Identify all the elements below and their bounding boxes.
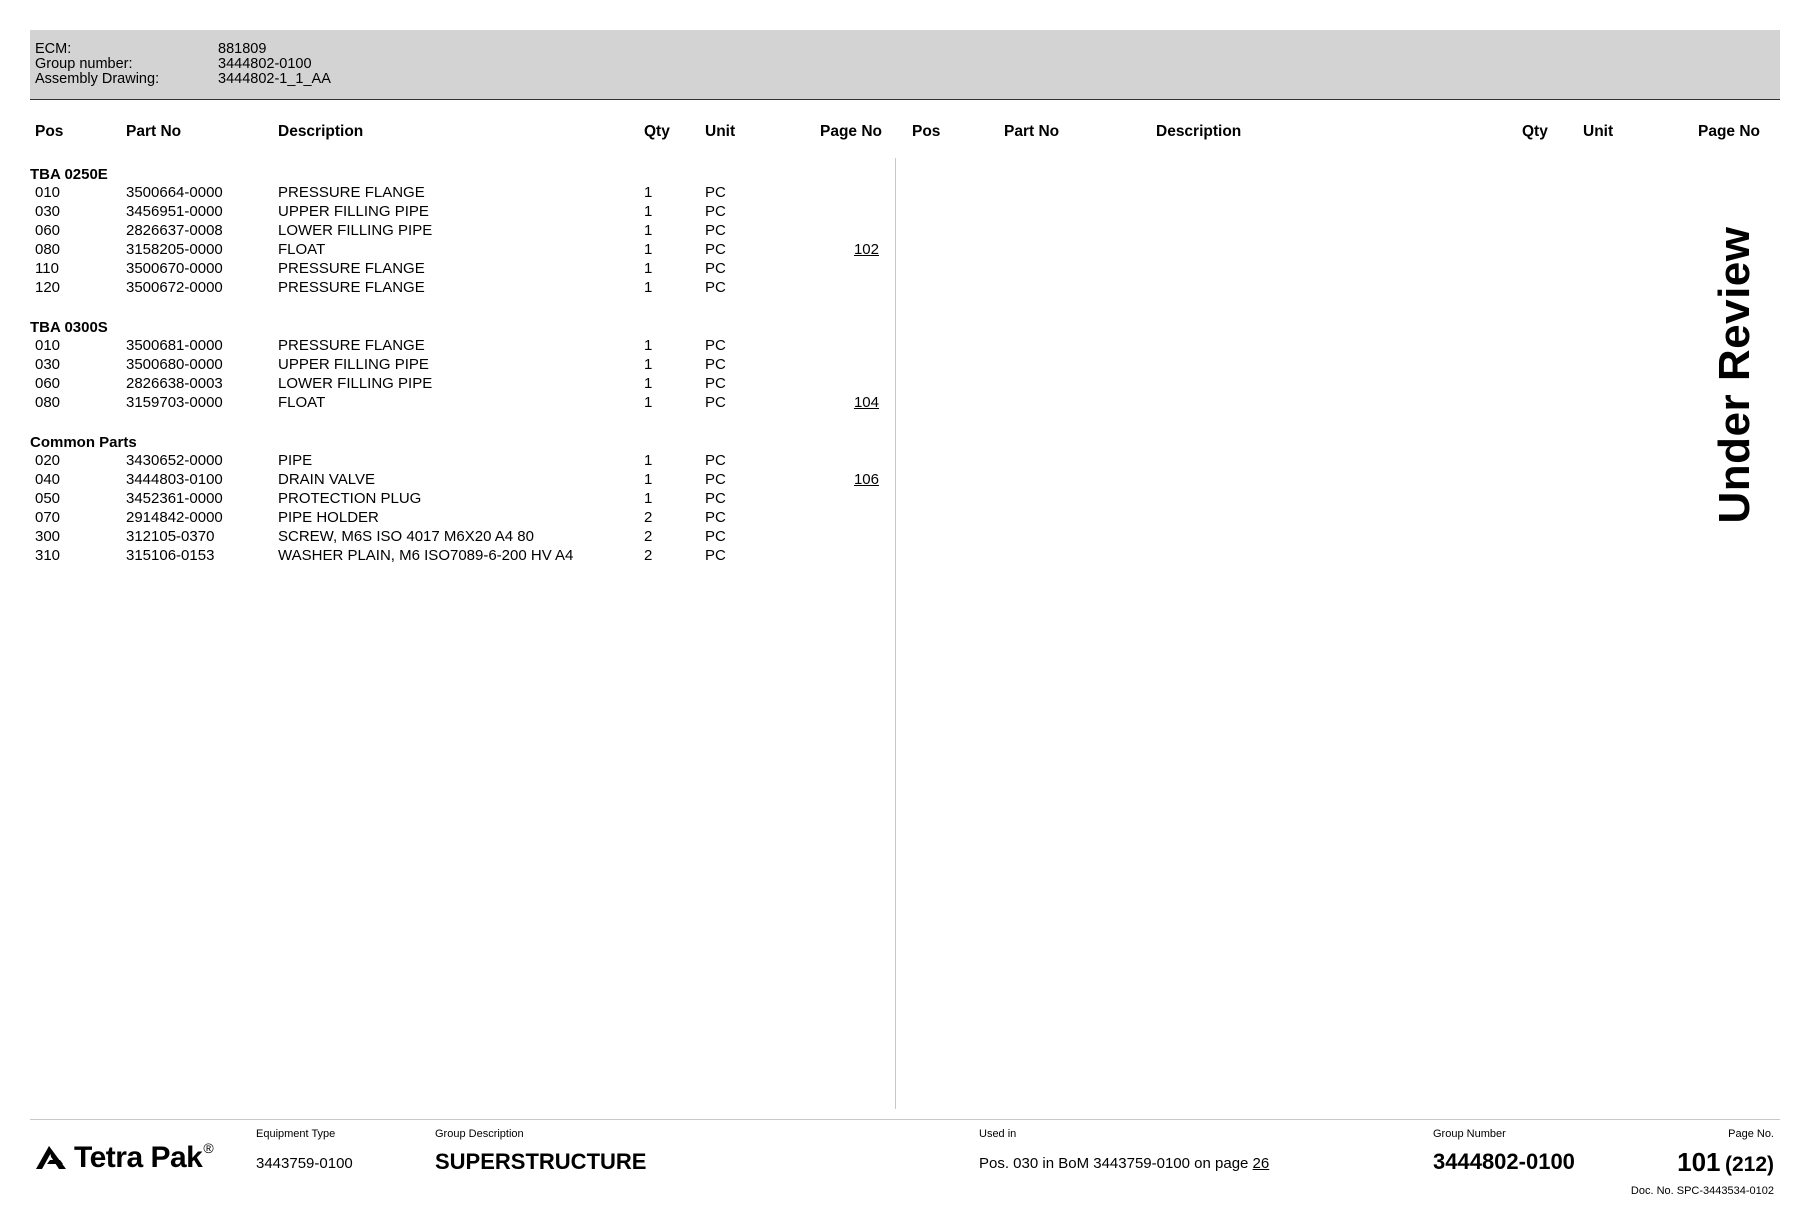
ecm-value: 881809 bbox=[218, 41, 267, 57]
table-row bbox=[0, 490, 900, 509]
header-band bbox=[30, 30, 1780, 100]
col-header-pos: Pos bbox=[35, 123, 64, 140]
row-description: SCREW, M6S ISO 4017 M6X20 A4 80 bbox=[278, 528, 534, 545]
row-pos: 080 bbox=[35, 241, 61, 258]
row-description: LOWER FILLING PIPE bbox=[278, 222, 433, 239]
row-unit: PC bbox=[705, 394, 726, 411]
used-in-label: Used in bbox=[979, 1128, 1017, 1140]
row-qty: 1 bbox=[644, 471, 653, 488]
table-row bbox=[0, 509, 900, 528]
row-unit: PC bbox=[705, 547, 726, 564]
section-title-common-parts: Common Parts bbox=[30, 434, 137, 451]
logo-text: Tetra Pak® bbox=[74, 1139, 214, 1174]
row-unit: PC bbox=[705, 490, 726, 507]
row-unit: PC bbox=[705, 222, 726, 239]
table-row bbox=[0, 241, 900, 260]
row-part-no: 3444803-0100 bbox=[126, 471, 223, 488]
row-description: PRESSURE FLANGE bbox=[278, 184, 425, 201]
under-review-watermark: Under Review bbox=[1710, 226, 1759, 524]
row-part-no: 2914842-0000 bbox=[126, 509, 223, 526]
row-qty: 1 bbox=[644, 184, 653, 201]
table-row bbox=[0, 203, 900, 222]
tetra-pak-logo bbox=[34, 1140, 213, 1174]
row-description: PRESSURE FLANGE bbox=[278, 279, 425, 296]
row-pos: 010 bbox=[35, 337, 61, 354]
row-unit: PC bbox=[705, 528, 726, 545]
ecm-label: ECM: bbox=[35, 41, 72, 57]
table-row bbox=[0, 337, 900, 356]
row-pos: 010 bbox=[35, 184, 61, 201]
row-qty: 1 bbox=[644, 452, 653, 469]
row-part-no: 2826637-0008 bbox=[126, 222, 223, 239]
row-description: UPPER FILLING PIPE bbox=[278, 203, 429, 220]
row-part-no: 312105-0370 bbox=[126, 528, 215, 545]
row-qty: 1 bbox=[644, 356, 653, 373]
table-row bbox=[0, 394, 900, 413]
row-unit: PC bbox=[705, 279, 726, 296]
row-qty: 1 bbox=[644, 375, 653, 392]
table-row bbox=[0, 375, 900, 394]
group-number-value: 3444802-0100 bbox=[218, 56, 312, 72]
row-pos: 120 bbox=[35, 279, 61, 296]
row-description: DRAIN VALVE bbox=[278, 471, 375, 488]
row-qty: 2 bbox=[644, 509, 653, 526]
row-unit: PC bbox=[705, 241, 726, 258]
tetra-pak-logo-icon bbox=[34, 1143, 68, 1171]
row-unit: PC bbox=[705, 375, 726, 392]
table-row bbox=[0, 184, 900, 203]
group-description-value: SUPERSTRUCTURE bbox=[435, 1149, 647, 1174]
col-header-qty-right: Qty bbox=[1522, 123, 1548, 140]
col-header-description: Description bbox=[278, 123, 364, 140]
row-part-no: 3500670-0000 bbox=[126, 260, 223, 277]
row-pos: 050 bbox=[35, 490, 61, 507]
row-unit: PC bbox=[705, 260, 726, 277]
row-qty: 1 bbox=[644, 260, 653, 277]
row-description: LOWER FILLING PIPE bbox=[278, 375, 433, 392]
row-pos: 060 bbox=[35, 375, 61, 392]
row-description: PIPE HOLDER bbox=[278, 509, 379, 526]
row-unit: PC bbox=[705, 471, 726, 488]
row-pos: 070 bbox=[35, 509, 61, 526]
group-number-footer-value: 3444802-0100 bbox=[1433, 1149, 1575, 1174]
row-description: PIPE bbox=[278, 452, 313, 469]
page-total: (212) bbox=[1724, 1153, 1774, 1176]
row-unit: PC bbox=[705, 509, 726, 526]
equipment-type-value: 3443759-0100 bbox=[256, 1155, 353, 1172]
col-header-pos-right: Pos bbox=[912, 123, 941, 140]
col-header-part-no: Part No bbox=[126, 123, 182, 140]
row-qty: 1 bbox=[644, 222, 653, 239]
table-row bbox=[0, 452, 900, 471]
row-qty: 2 bbox=[644, 528, 653, 545]
row-part-no: 3500664-0000 bbox=[126, 184, 223, 201]
row-pos: 040 bbox=[35, 471, 61, 488]
row-part-no: 3500680-0000 bbox=[126, 356, 223, 373]
row-pos: 300 bbox=[35, 528, 61, 545]
doc-number: Doc. No. SPC-3443534-0102 bbox=[1630, 1185, 1774, 1197]
section-title-tba-0250e: TBA 0250E bbox=[30, 166, 108, 183]
row-part-no: 3500681-0000 bbox=[126, 337, 223, 354]
table-row bbox=[0, 260, 900, 279]
col-header-description-right: Description bbox=[1156, 123, 1242, 140]
row-qty: 1 bbox=[644, 394, 653, 411]
group-number-footer-label: Group Number bbox=[1433, 1128, 1506, 1140]
page-no-label: Page No. bbox=[1728, 1128, 1774, 1140]
row-qty: 2 bbox=[644, 547, 653, 564]
row-qty: 1 bbox=[644, 241, 653, 258]
group-description-label: Group Description bbox=[435, 1128, 524, 1140]
col-header-part-no-right: Part No bbox=[1004, 123, 1060, 140]
col-header-page-no-right: Page No bbox=[1698, 123, 1761, 140]
row-unit: PC bbox=[705, 356, 726, 373]
row-qty: 1 bbox=[644, 279, 653, 296]
row-description: PRESSURE FLANGE bbox=[278, 260, 425, 277]
table-row bbox=[0, 356, 900, 375]
row-part-no: 3456951-0000 bbox=[126, 203, 223, 220]
row-pos: 080 bbox=[35, 394, 61, 411]
section-title-tba-0300s: TBA 0300S bbox=[30, 319, 108, 336]
row-unit: PC bbox=[705, 337, 726, 354]
row-description: PROTECTION PLUG bbox=[278, 490, 422, 507]
row-part-no: 3158205-0000 bbox=[126, 241, 223, 258]
col-header-qty: Qty bbox=[644, 123, 670, 140]
row-page-link[interactable]: 104 bbox=[853, 394, 879, 411]
row-part-no: 3452361-0000 bbox=[126, 490, 223, 507]
row-part-no: 3159703-0000 bbox=[126, 394, 223, 411]
row-part-no: 2826638-0003 bbox=[126, 375, 223, 392]
row-pos: 030 bbox=[35, 356, 61, 373]
col-header-unit: Unit bbox=[705, 123, 736, 140]
row-page-link[interactable]: 102 bbox=[853, 241, 879, 258]
used-in-page-link[interactable]: 26 bbox=[1252, 1155, 1270, 1172]
assembly-drawing-label: Assembly Drawing: bbox=[35, 71, 160, 87]
table-row bbox=[0, 279, 900, 298]
row-qty: 1 bbox=[644, 203, 653, 220]
row-description: UPPER FILLING PIPE bbox=[278, 356, 429, 373]
table-row bbox=[0, 471, 900, 490]
row-unit: PC bbox=[705, 184, 726, 201]
footer-divider bbox=[30, 1119, 1780, 1120]
table-row bbox=[0, 528, 900, 547]
equipment-type-label: Equipment Type bbox=[256, 1128, 336, 1140]
row-description: FLOAT bbox=[278, 394, 326, 411]
row-part-no: 3500672-0000 bbox=[126, 279, 223, 296]
row-pos: 060 bbox=[35, 222, 61, 239]
row-pos: 110 bbox=[35, 260, 59, 277]
row-unit: PC bbox=[705, 203, 726, 220]
table-row bbox=[0, 222, 900, 241]
row-description: PRESSURE FLANGE bbox=[278, 337, 425, 354]
col-header-unit-right: Unit bbox=[1583, 123, 1614, 140]
row-qty: 1 bbox=[644, 337, 653, 354]
used-in-value: Pos. 030 in BoM 3443759-0100 on page 26 bbox=[979, 1155, 1270, 1172]
row-part-no: 3430652-0000 bbox=[126, 452, 223, 469]
row-unit: PC bbox=[705, 452, 726, 469]
row-pos: 030 bbox=[35, 203, 61, 220]
assembly-drawing-value: 3444802-1_1_AA bbox=[218, 71, 331, 87]
row-part-no: 315106-0153 bbox=[126, 547, 215, 564]
row-page-link[interactable]: 106 bbox=[853, 471, 879, 488]
column-divider bbox=[895, 158, 896, 1109]
row-qty: 1 bbox=[644, 490, 653, 507]
row-pos: 310 bbox=[35, 547, 61, 564]
row-description: FLOAT bbox=[278, 241, 326, 258]
row-pos: 020 bbox=[35, 452, 61, 469]
row-description: WASHER PLAIN, M6 ISO7089-6-200 HV A4 bbox=[278, 547, 574, 564]
group-number-label: Group number: bbox=[35, 56, 133, 72]
registered-mark: ® bbox=[203, 1139, 214, 1156]
page-no-value: 101 (212) bbox=[1677, 1147, 1774, 1177]
col-header-page-no: Page No bbox=[820, 123, 883, 140]
table-row bbox=[0, 547, 900, 566]
